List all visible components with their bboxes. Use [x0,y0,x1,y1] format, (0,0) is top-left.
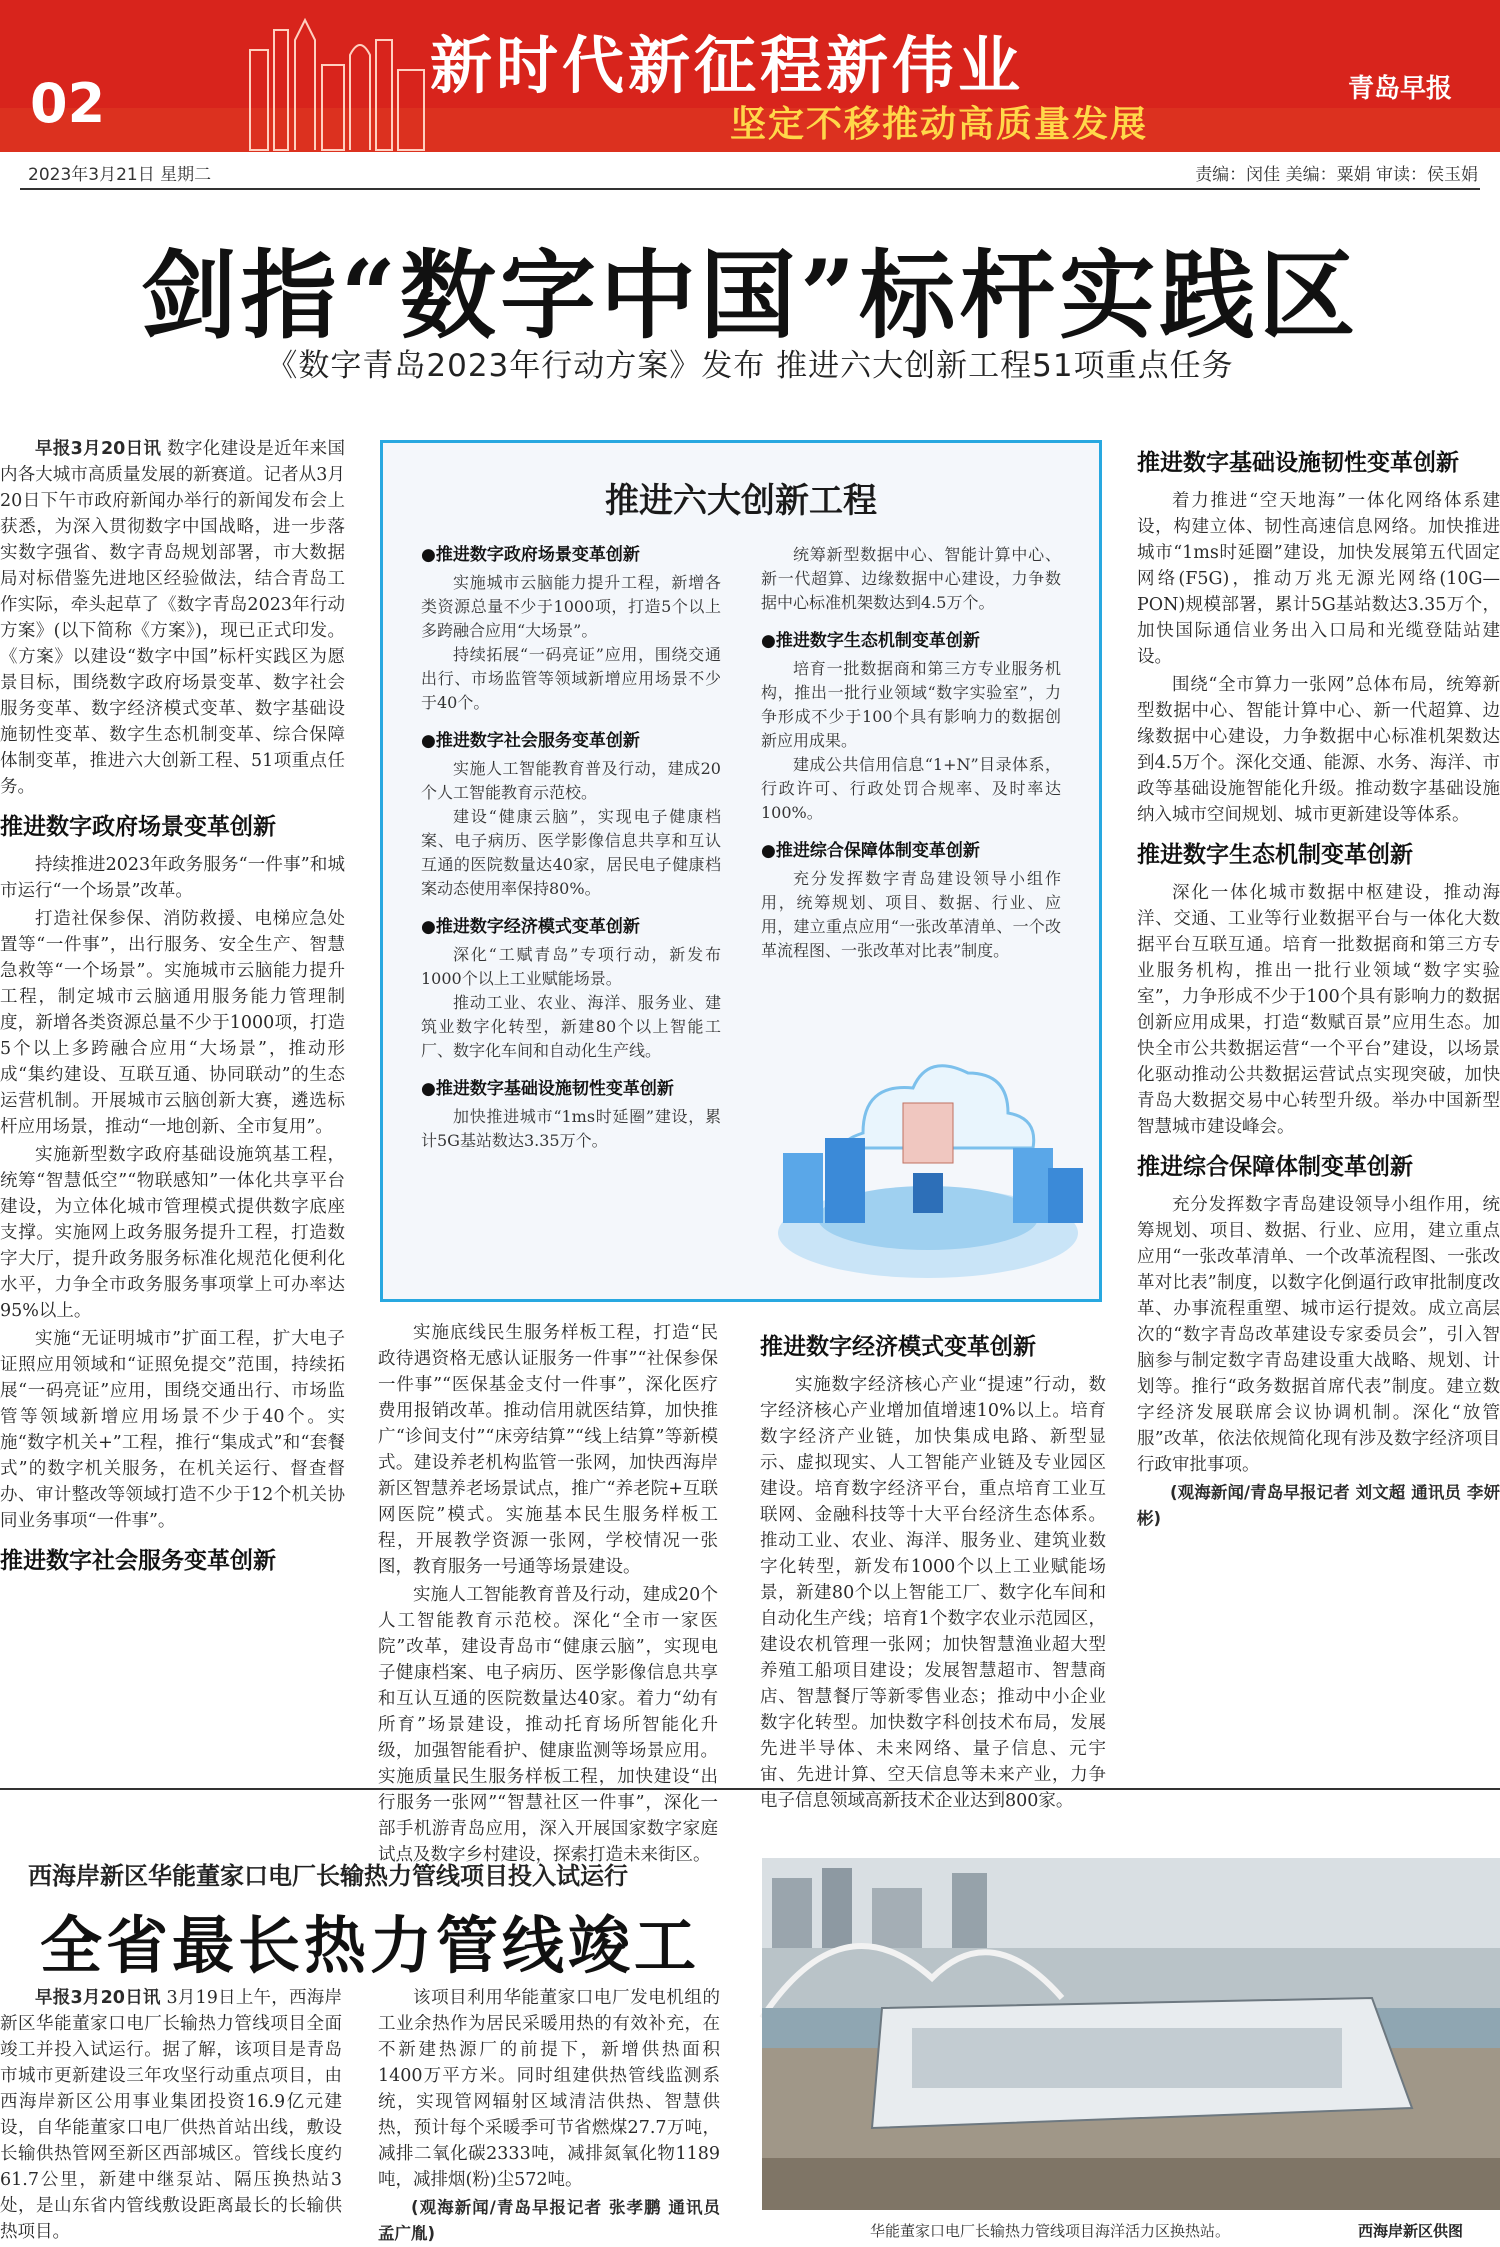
section-heading-sup: 推进综合保障体制变革创新 [1137,1154,1413,1180]
info-item [761,629,1061,825]
info-box-column-left [421,543,721,1167]
banner-title: 新时代新征程新伟业 [430,29,1025,102]
article2-column-2 [378,1985,720,2243]
banner-subtitle: 坚定不移推动高质量发展 [730,104,1149,145]
article-column-left [0,436,345,1776]
paragraph: 实施新型数字政府基础设施筑基工程，统筹“智慧低空”“物联感知”一体化共享平台建设，为立体化城市管理模式提供数字底座支撑。实施网上政务服务提升工程，打造数字大厅，提升政务服务标准化规范化便利化水平，力争全市政务服务事项掌上可办率达95%以上。 [0,1145,345,1321]
newspaper-logo: 青岛早报 [1348,74,1453,104]
paragraph: 充分发挥数字青岛建设领导小组作用，统筹规划、项目、数据、行业、应用，建立重点应用“一张改革清单、一个改革流程图、一张改革对比表”制度，以数字化倒逼行政审批制度改革、办事流程重塑、城市运行提效。成立高层次的“数字青岛改革建设专家委员会”，引入智脑参与制定数字青岛建设重大战略、规划、计划等。推行“政务数据首席代表”制度。建立数字经济发展联席会议协调机制。深化“放管服”改革，依法依规简化现有涉及数字经济项目行政审批事项。 [1137,1195,1500,1475]
cloud-data-center-illustration [763,983,1093,1293]
info-item-text: 建设“健康云脑”，实现电子健康档案、电子病历、医学影像信息共享和互认互通的医院数量达40家，居民电子健康档案动态使用率保持80%。 [421,807,721,898]
paragraph: 实施人工智能教育普及行动，建成20个人工智能教育示范校。深化“全市一家医院”改革，建设青岛市“健康云脑”，实现电子健康档案、电子病历、医学影像信息共享和互认互通的医院数量达40家。着力“幼有所育”场景建设，推动托育场所智能化升级，加强智能看护、健康监测等场景应用。实施质量民生服务样板工程，加快建设“出行服务一张网”“智慧社区一件事”，深化一部手机游青岛应用，深入开展国家数字家庭试点及数字乡村建设，探索打造未来街区。 [378,1585,718,1865]
editor-credits: 责编：闵佳 美编：粟娟 审读：侯玉娟 [1195,165,1478,185]
issue-date: 2023年3月21日 星期二 [28,165,212,185]
info-box-title: 推进六大创新工程 [605,481,877,521]
paragraph: 实施“无证明城市”扩面工程，扩大电子证照应用领域和“证照免提交”范围，持续拓展“一码亮证”应用，围绕交通出行、市场监管等领域新增应用场景不少于40个。实施“数字机关+”工程，推行“集成式”和“套餐式”的数字机关服务，在机关运行、督查督办、审计整改等领域打造不少于12个机关协同业务事项“一件事”。 [0,1329,345,1531]
page-number: 02 [30,72,106,135]
paragraph: 深化一体化城市数据中枢建设，推动海洋、交通、工业等行业数据平台与一体化大数据平台互联互通。培育一批数据商和第三方专业服务机构，推出一批行业领域“数字实验室”，力争形成不少于100个具有影响力的数据创新应用成果，打造“数赋百景”应用生态。加快全市公共数据运营“一个平台”建设，以场景化驱动推动公共数据运营试点实现突破，加快青岛大数据交易中心转型升级。举办中国新型智慧城市建设峰会。 [1137,883,1500,1137]
article2-kicker: 西海岸新区华能董家口电厂长输热力管线项目投入试运行 [28,1862,628,1890]
photo-caption: 华能董家口电厂长输热力管线项目海洋活力区换热站。 [870,2222,1231,2240]
paragraph [0,1985,342,2245]
info-item [421,729,721,901]
paragraph-text: 3月19日上午，西海岸新区华能董家口电厂长输热力管线项目全面竣工并投入试运行。据了解，该项目是青岛市城市更新建设三年攻坚行动重点项目，由西海岸新区公用事业集团投资16.9亿元建设，自华能董家口电厂供热首站出线，敷设长输供热管网至新区西部城区。管线长度约61.7公里，新建中继泵站、隔压换热站3处，是山东省内管线敷设距离最长的长输供热项目。 [0,1988,342,2242]
section-heading-gov: 推进数字政府场景变革创新 [0,814,276,840]
section-divider [0,1788,1500,1790]
heat-station-photo [762,1858,1500,2210]
article-byline: (观海新闻/青岛早报记者 刘文超 通讯员 李妍彬) [1137,1483,1500,1528]
info-item-text: 持续拓展“一码亮证”应用，围绕交通出行、市场监管等领域新增应用场景不少于40个。 [421,645,721,712]
info-box [380,440,1102,1302]
article2-headline: 全省最长热力管线竣工 [40,1909,701,1982]
info-item-text: 充分发挥数字青岛建设领导小组作用，统筹规划、项目、数据、行业、应用，建立重点应用“一张改革清单、一个改革流程图、一张改革对比表”制度。 [761,869,1061,960]
main-subhead: 《数字青岛2023年行动方案》发布 推进六大创新工程51项重点任务 [266,348,1234,384]
paragraph: 围绕“全市算力一张网”总体布局，统筹新型数据中心、智能计算中心、新一代超算、边缘数据中心建设，力争数据中心标准机架数达到4.5万个。深化交通、能源、水务、海洋、市政等基础设施智能化升级。推动数字基础设施纳入城市空间规划、城市更新建设等体系。 [1137,675,1500,825]
info-item-title: ●推进数字基础设施韧性变革创新 [421,1079,674,1099]
paragraph: 实施数字经济核心产业“提速”行动，数字经济核心产业增加值增速10%以上。培育数字经济产业链，加快集成电路、新型显示、虚拟现实、人工智能产业链及专业园区建设。培育数字经济平台，重点培育工业互联网、金融科技等十大平台经济生态体系。推动工业、农业、海洋、服务业、建筑业数字化转型，新发布1000个以上工业赋能场景，新建80个以上智能工厂、数字化车间和自动化生产线；培育1个数字农业示范园区，建设农机管理一张网；加快智慧渔业超大型养殖工船项目建设；发展智慧超市、智慧商店、智慧餐厅等新零售业态；推动中小企业数字化转型。加快数字科创技术布局，发展先进半导体、未来网络、量子信息、元宇宙、先进计算、空天信息等未来产业，力争电子信息领域高新技术企业达到800家。 [760,1375,1106,1811]
info-item-text: 统筹新型数据中心、智能计算中心、新一代超算、边缘数据中心建设，力争数据中心标准机架数达到4.5万个。 [761,545,1061,612]
section-heading-eco: 推进数字经济模式变革创新 [760,1334,1036,1360]
info-box-column-right [761,543,1061,977]
info-item-title: ●推进综合保障体制变革创新 [761,841,980,861]
section-heading-soc: 推进数字社会服务变革创新 [0,1548,276,1574]
info-item [761,543,1061,615]
article-column-mid2 [760,1320,1106,1811]
main-headline: 剑指“数字中国”标杆实践区 [140,239,1360,352]
section-heading-eco2: 推进数字生态机制变革创新 [1137,842,1413,868]
skyline-illustration [240,10,440,150]
section-heading-inf: 推进数字基础设施韧性变革创新 [1137,450,1459,476]
info-item [421,915,721,1063]
info-item-text: 实施城市云脑能力提升工程，新增各类资源总量不少于1000项，打造5个以上多跨融合应用“大场景”。 [421,573,721,640]
photo-credit: 西海岸新区供图 [1358,2222,1464,2240]
paragraph: 该项目利用华能董家口电厂发电机组的工业余热作为居民采暖用热的有效补充，在不新建热源厂的前提下，新增供热面积1400万平方米。同时组建供热管线监测系统，实现管网辐射区域清洁供热、智慧供热，预计每个采暖季可节省燃煤27.7万吨，减排二氧化碳2333吨，减排氮氧化物1189吨，减排烟(粉)尘572吨。 [378,1988,720,2190]
article-column-mid1 [378,1320,718,1865]
info-item-title: ●推进数字社会服务变革创新 [421,731,640,751]
intro-text: 数字化建设是近年来国内各大城市高质量发展的新赛道。记者从3月20日下午市政府新闻办举行的新闻发布会上获悉，为深入贯彻数字中国战略，进一步落实数字强省、数字青岛规划部署，市大数据局对标借鉴先进地区经验做法，结合青岛工作实际，牵头起草了《数字青岛2023年行动方案》(以下简称《方案》)，现已正式印发。《方案》以建设“数字中国”标杆实践区为愿景目标，围绕数字政府场景变革、数字社会服务变革、数字经济模式变革、数字基础设施韧性变革、数字生态机制变革、综合保障体制变革，推进六大创新工程、51项重点任务。 [0,439,345,797]
info-item-text: 实施人工智能教育普及行动，建成20个人工智能教育示范校。 [421,759,721,802]
info-item [421,1077,721,1153]
dateline-tag: 早报3月20日讯 [35,1988,161,2008]
info-item [761,839,1061,963]
info-item-title: ●推进数字经济模式变革创新 [421,917,640,937]
article2-column-1 [0,1985,342,2243]
info-item-title: ●推进数字政府场景变革创新 [421,545,640,565]
paragraph: 着力推进“空天地海”一体化网络体系建设，构建立体、韧性高速信息网络。加快推进城市“1ms时延圈”建设，加快发展第五代固定网络(F5G)，推动万兆无源光网络(10G—PON)规模部署，累计5G基站数达3.35万个，加快国际通信业务出入口局和光缆登陆站建设。 [1137,491,1500,667]
info-item-text: 加快推进城市“1ms时延圈”建设，累计5G基站数达3.35万个。 [421,1107,721,1150]
article-column-right [1137,436,1500,1776]
intro-paragraph [0,436,345,800]
dateline-tag: 早报3月20日讯 [35,439,162,459]
info-item-text: 培育一批数据商和第三方专业服务机构，推出一批行业领域“数字实验室”，力争形成不少于100个具有影响力的数据创新应用成果。 [761,659,1061,750]
paragraph: 持续推进2023年政务服务“一件事”和城市运行“一个场景”改革。 [0,855,345,901]
article2-byline: (观海新闻/青岛早报记者 张孝鹏 通讯员 孟广胤) [378,2198,720,2243]
header-divider [20,188,1480,190]
page-banner [0,0,1500,152]
info-item-title: ●推进数字生态机制变革创新 [761,631,980,651]
info-item [421,543,721,715]
info-item-text: 推动工业、农业、海洋、服务业、建筑业数字化转型，新建80个以上智能工厂、数字化车间和自动化生产线。 [421,993,721,1060]
info-item-text: 建成公共信用信息“1+N”目录体系，行政许可、行政处罚合规率、及时率达100%。 [761,755,1061,822]
paragraph: 实施底线民生服务样板工程，打造“民政待遇资格无感认证服务一件事”“社保参保一件事”“医保基金支付一件事”，深化医疗费用报销改革。推动信用就医结算，加快推广“诊间支付”“床旁结算”“线上结算”等新模式。建设养老机构监管一张网，加快西海岸新区智慧养老场景试点，推广“养老院+互联网医院”模式。实施基本民生服务样板工程，开展教学资源一张网，学校情况一张图，教育服务一号通等场景建设。 [378,1323,718,1577]
paragraph: 打造社保参保、消防救援、电梯应急处置等“一件事”，出行服务、安全生产、智慧急救等“一个场景”。实施城市云脑能力提升工程，制定城市云脑通用服务能力管理制度，新增各类资源总量不少于1000项，打造5个以上多跨融合应用“大场景”，推动形成“集约建设、互联互通、协同联动”的生态运营机制。开展城市云脑创新大赛，遴选标杆应用场景，推动“一地创新、全市复用”。 [0,909,345,1137]
info-item-text: 深化“工赋青岛”专项行动，新发布1000个以上工业赋能场景。 [421,945,721,988]
